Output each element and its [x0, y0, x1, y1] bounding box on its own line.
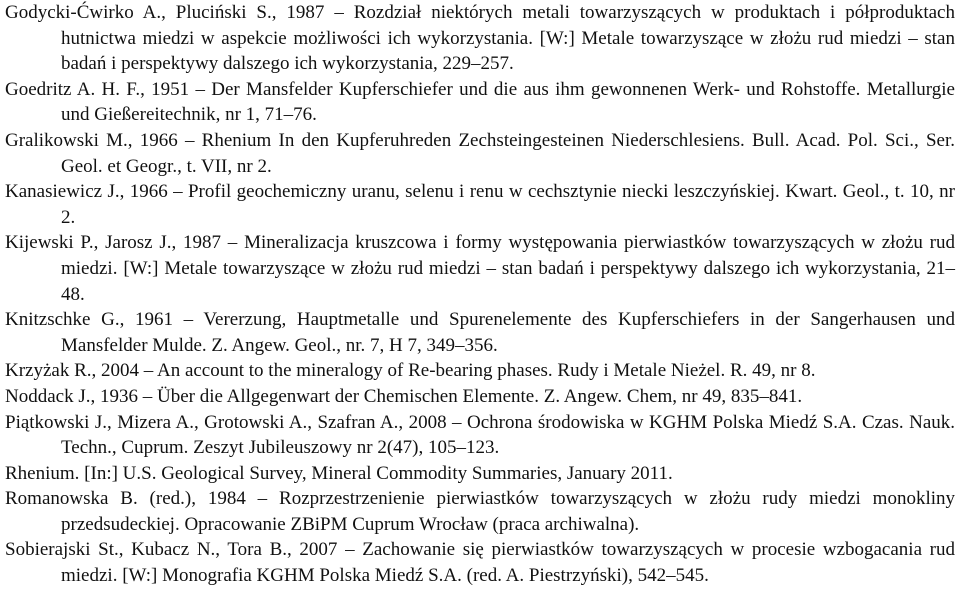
reference-entry: Kanasiewicz J., 1966 – Profil geochemiczny uranu, selenu i renu w cechsztynie niecki leszczyńskiej. Kwart. Geol., t. 10, nr 2. [5, 181, 955, 228]
reference-entry: Piątkowski J., Mizera A., Grotowski A., Szafran A., 2008 – Ochrona środowiska w KGHM Polska Miedź S.A. Czas. Nauk. Techn., Cuprum. Zeszyt Jubileuszowy nr 2(47), 105–123. [5, 411, 955, 459]
reference-entry: Knitzschke G., 1961 – Vererzung, Hauptmetalle und Spurenelemente des Kupferschiefers in der Sangerhausen und Mansfelder Mulde. Z. Angew. Geol., nr. 7, H 7, 349–356. [5, 309, 955, 356]
reference-entry: Noddack J., 1936 – Über die Allgegenwart der Chemischen Elemente. Z. Angew. Chem, nr 49, 835–841. [5, 385, 803, 407]
reference-entry: Rhenium. [In:] U.S. Geological Survey, Mineral Commodity Summaries, January 2011. [5, 462, 673, 484]
reference-entry: Romanowska B. (red.), 1984 – Rozprzestrzenienie pierwiastków towarzyszących w złożu rudy miedzi monokliny przedsudeckiej. Opracowanie ZBiPM Cuprum Wrocław (praca archiwalna). [5, 488, 955, 535]
reference-entry: Goedritz A. H. F., 1951 – Der Mansfelder Kupferschiefer und die aus ihm gewonnenen Werk- und Rohstoffe. Metallurgie und Gießereitechnik, nr 1, 71–76. [5, 78, 955, 126]
reference-entry: Sobierajski St., Kubacz N., Tora B., 2007 – Zachowanie się pierwiastków towarzyszących w procesie wzbogacania rud miedzi. [W:] Monografia KGHM Polska Miedź S.A. (red. A. Piestrzyński), 542–545. [5, 539, 955, 587]
reference-entry: Krzyżak R., 2004 – An account to the mineralogy of Re-bearing phases. Rudy i Metale Nieżel. R. 49, nr 8. [5, 360, 816, 382]
reference-entry: Gralikowski M., 1966 – Rhenium In den Kupferuhreden Zechsteingesteinen Niederschlesiens. Bull. Acad. Pol. Sci., Ser. Geol. et Geogr., t. VII, nr 2. [5, 129, 955, 177]
reference-entry: Godycki-Ćwirko A., Pluciński S., 1987 – Rozdział niektórych metali towarzyszących w produktach i półproduktach hutnictwa miedzi w aspekcie możliwości ich wykorzystania. [W:] Metale towarzyszące w złożu rud miedzi – stan badań i perspektywy dalszego ich wykorzystania, 229–257. [5, 2, 955, 75]
reference-entry: Kijewski P., Jarosz J., 1987 – Mineralizacja kruszcowa i formy występowania pierwiastków towarzyszących w złożu rud miedzi. [W:] Metale towarzyszące w złożu rud miedzi – stan badań i perspektywy dalszego ich wykorzystania, 21–48. [5, 232, 955, 305]
